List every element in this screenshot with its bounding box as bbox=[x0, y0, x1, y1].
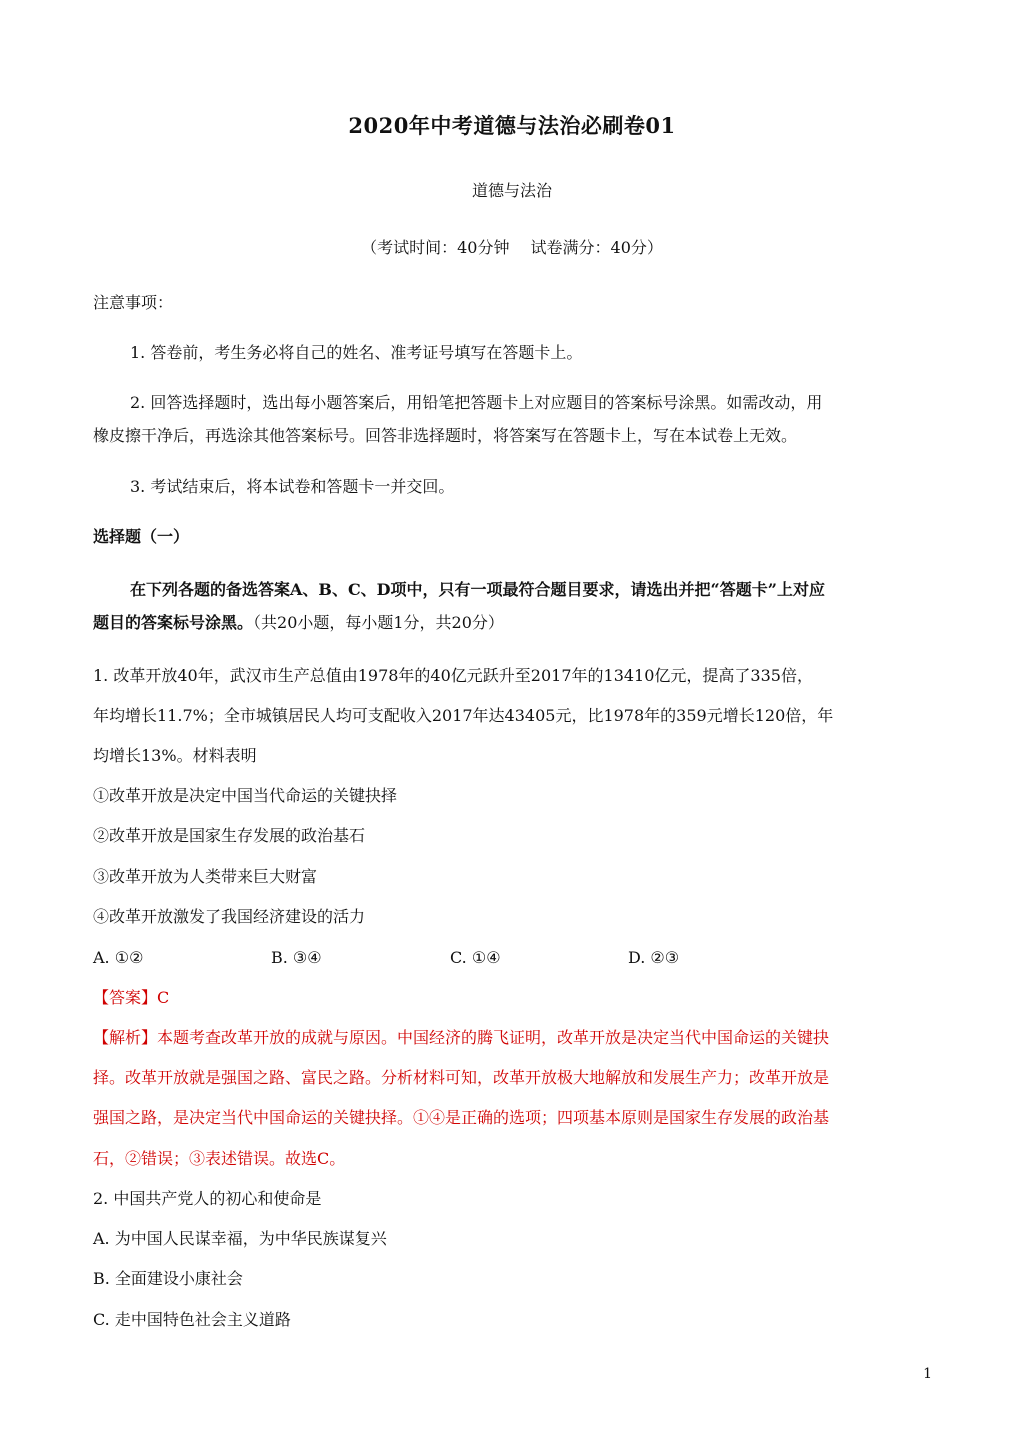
analysis-text: 强国之路，是决定当代中国命运的关键抉择。①④是正确的选项；四项基本原则是国家生存发展的政治基 bbox=[93, 1108, 830, 1127]
question-1-text: 均增长13%。材料表明 bbox=[93, 746, 257, 765]
option-b: B. ③④ bbox=[271, 948, 322, 967]
analysis-text: 择。改革开放就是强国之路、富民之路。分析材料可知，改革开放极大地解放和发展生产力；改革开放是 bbox=[93, 1068, 830, 1087]
question-2-text: 2. 中国共产党人的初心和使命是 bbox=[93, 1189, 322, 1208]
option-a: A. ①② bbox=[93, 948, 144, 967]
statement-item: ②改革开放是国家生存发展的政治基石 bbox=[93, 826, 366, 845]
exam-info: （考试时间：40分钟 试卷满分：40分） bbox=[361, 238, 663, 257]
note-item: 1. 答卷前，考生务必将自己的姓名、准考证号填写在答题卡上。 bbox=[130, 343, 583, 362]
statement-item: ③改革开放为人类带来巨大财富 bbox=[93, 867, 318, 886]
question-1-text: 年均增长11.7%；全市城镇居民人均可支配收入2017年达43405元，比1978年的359元增长120倍，年 bbox=[93, 706, 834, 725]
question-2-option: B. 全面建设小康社会 bbox=[93, 1269, 243, 1288]
note-item-continued: 橡皮擦干净后，再选涂其他答案标号。回答非选择题时，将答案写在答题卡上，写在本试卷上无效。 bbox=[93, 426, 798, 445]
question-1-text: 1. 改革开放40年，武汉市生产总值由1978年的40亿元跃升至2017年的13410亿元，提高了335倍， bbox=[93, 666, 813, 685]
note-item: 3. 考试结束后，将本试卷和答题卡一并交回。 bbox=[130, 477, 455, 496]
answer-label: 【答案】C bbox=[93, 988, 170, 1007]
subject-label: 道德与法治 bbox=[471, 181, 552, 200]
page-number: 1 bbox=[923, 1366, 932, 1382]
statement-item: ①改革开放是决定中国当代命运的关键抉择 bbox=[93, 786, 398, 805]
question-2-option: A. 为中国人民谋幸福，为中华民族谋复兴 bbox=[93, 1229, 387, 1248]
notes-heading: 注意事项： bbox=[93, 293, 174, 312]
analysis-text: 石，②错误；③表述错误。故选C。 bbox=[93, 1149, 346, 1168]
instruction-score-text: （共20小题，每小题1分，共20分） bbox=[253, 613, 504, 632]
document-title: 2020年中考道德与法治必刷卷01 bbox=[348, 113, 676, 138]
section-instruction: 在下列各题的备选答案A、B、C、D项中，只有一项最符合题目要求，请选出并把“答题卡”上对应 bbox=[130, 580, 825, 599]
section-instruction-continued bbox=[93, 607, 933, 639]
option-d: D. ②③ bbox=[628, 948, 680, 967]
analysis-text: 【解析】本题考查改革开放的成就与原因。中国经济的腾飞证明，改革开放是决定当代中国命运的关键抉 bbox=[93, 1028, 830, 1047]
question-2-option: C. 走中国特色社会主义道路 bbox=[93, 1310, 291, 1329]
instruction-bold-text: 题目的答案标号涂黑。 bbox=[93, 613, 254, 632]
option-c: C. ①④ bbox=[450, 948, 501, 967]
statement-item: ④改革开放激发了我国经济建设的活力 bbox=[93, 907, 366, 926]
note-item: 2. 回答选择题时，选出每小题答案后，用铅笔把答题卡上对应题目的答案标号涂黑。如需改动，用 bbox=[130, 393, 823, 412]
section-heading: 选择题（一） bbox=[93, 527, 190, 546]
